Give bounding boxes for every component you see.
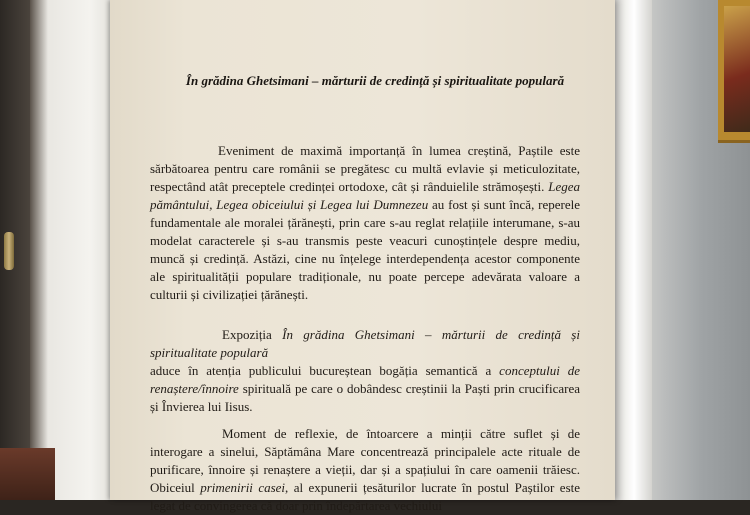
- religious-icon-painting: [718, 0, 750, 143]
- white-column: [612, 0, 652, 500]
- italic-text-segment: În grădina Ghetsimani – mărturii de credință și spiritualitate populară: [150, 327, 580, 360]
- door-handle: [4, 232, 14, 270]
- italic-text-segment: primenirii casei: [200, 480, 286, 495]
- italic-text-segment: conceptului de renaștere/înnoire: [150, 363, 580, 396]
- text-segment: Moment de reflexie, de întoarcere a minții către suflet și de interogare a sinelui, Săptămâna Mare concentrează principalele acte rituale de purificare, înnoire și renaștere a vieții, dar și a spațiului în care oamenii trăiesc. Obiceiul: [150, 426, 580, 495]
- banner-paragraph-1: [150, 142, 580, 304]
- text-segment: aduce în atenția publicului bucureștean bogăția semantică a: [150, 363, 500, 378]
- text-segment: Eveniment de maximă importanță în lumea creștină, Paștile este sărbătoarea pentru care românii se pregătesc cu multă evlavie și meticulozitate, respectând atât preceptele credinței ortodoxe, cât și rânduielile strămoșești.: [150, 143, 580, 194]
- text-segment: , al expunerii țesăturilor lucrate în postul Paștilor este legat de convingerea că doar prin îndepărtarea vechiului: [150, 480, 581, 513]
- banner-paragraph-2: [150, 326, 580, 416]
- banner-paragraph-3: [150, 425, 580, 515]
- text-segment: spirituală pe care o dobândesc creștinii la Paști prin crucificarea și Învierea lui Iisus.: [150, 381, 580, 414]
- icon-painting-image: [724, 6, 750, 132]
- exhibition-banner: [110, 0, 615, 513]
- text-segment: au fost și sunt încă, reperele fundamentale ale moralei țărănești, prin care s-au reglat relațiile interumane, s-au modelat caracterele și s-au transmis peste veacuri cunoștințele despre mediu, muncă și credință. Astăzi, cine nu înțelege interdependența acestor componente ale spiritualității populare tradiționale, nu poate percepe adevărata valoare a culturii și civilizației țărănești.: [150, 197, 580, 302]
- text-segment: Expoziția: [222, 327, 283, 342]
- banner-title: În grădina Ghetsimani – mărturii de credință și spiritualitate populară: [185, 73, 565, 88]
- italic-text-segment: Legea pământului, Legea obiceiului și Legea lui Dumnezeu: [150, 179, 580, 212]
- floor: [0, 448, 55, 500]
